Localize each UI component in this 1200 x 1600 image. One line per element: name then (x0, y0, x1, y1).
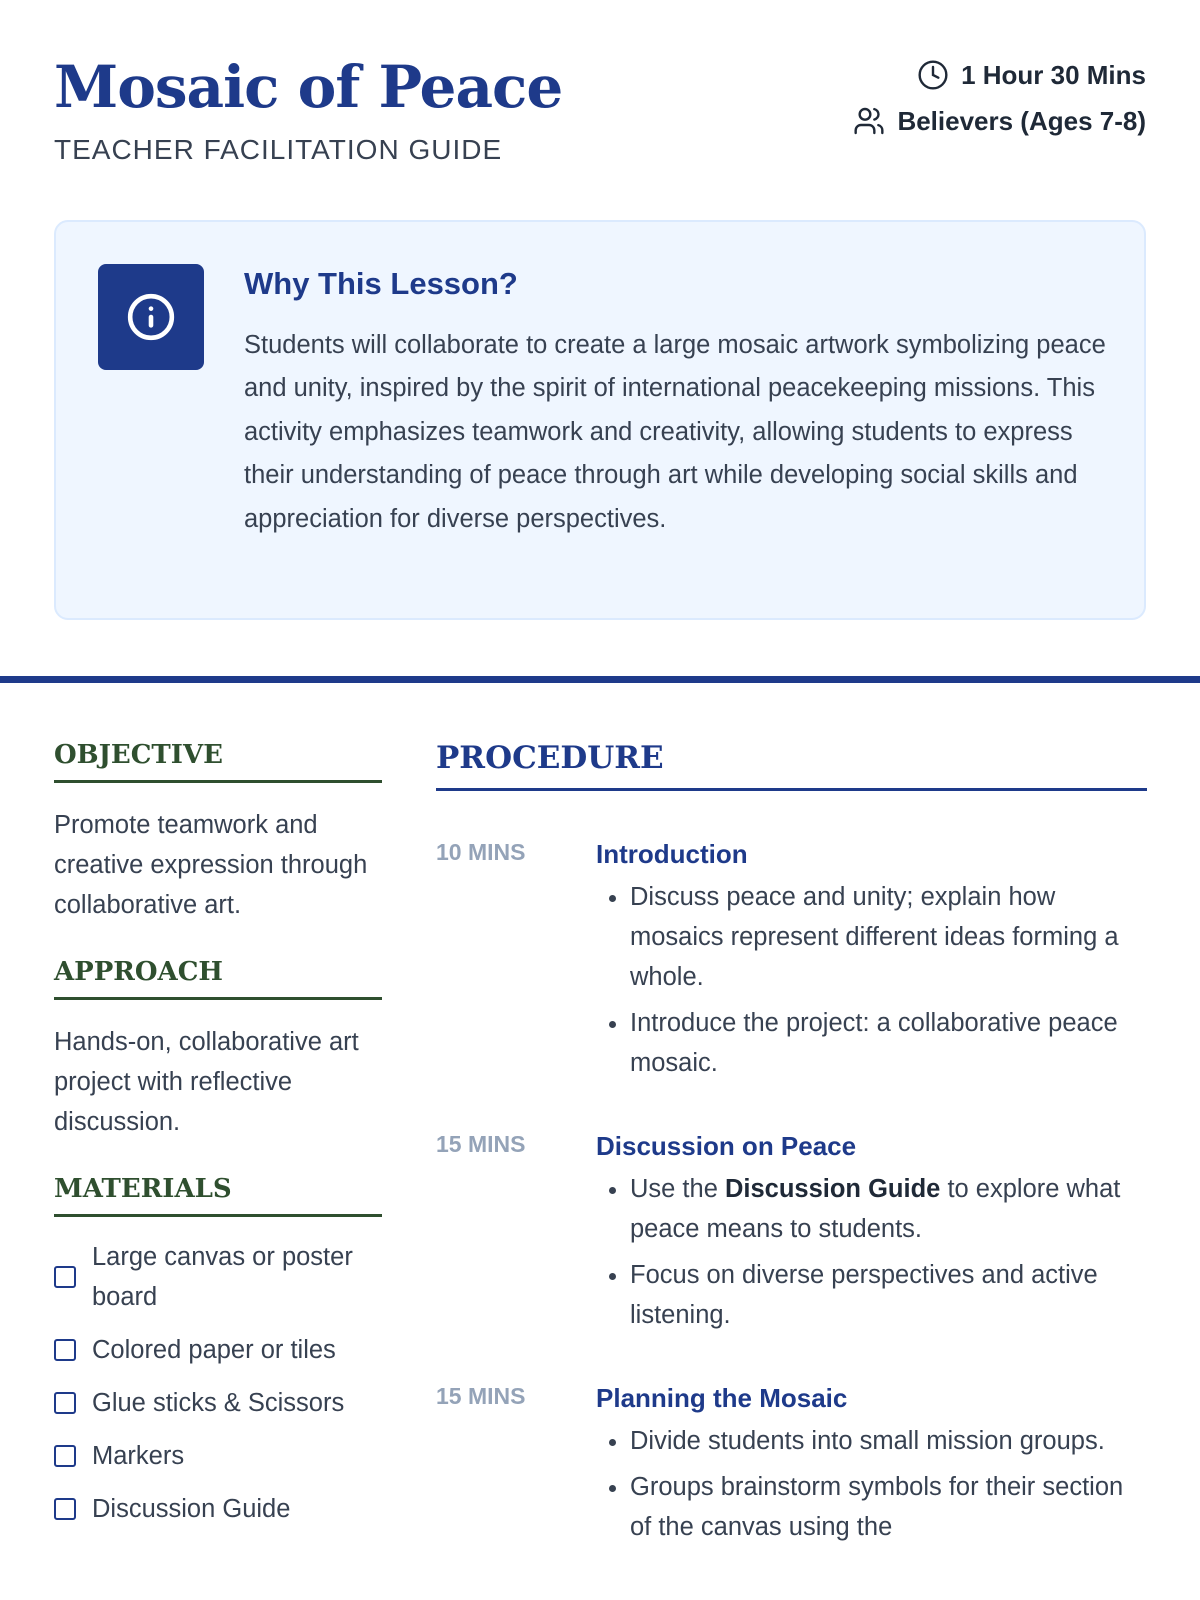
material-item (54, 1237, 382, 1317)
header (54, 52, 1146, 182)
step-bullet: • Divide students into small mission groups. (630, 1421, 1147, 1461)
approach-text: Hands-on, collaborative art project with reflective discussion. (54, 1028, 359, 1136)
step-bullet: • Introduce the project: a collaborative peace mosaic. (630, 1003, 1147, 1083)
page-title: Mosaic of Peace (54, 53, 563, 121)
procedure-step (436, 1129, 1147, 1335)
material-label: Discussion Guide (92, 1495, 291, 1523)
material-item (54, 1330, 382, 1370)
procedure-step (436, 837, 1147, 1083)
section-divider (0, 676, 1200, 683)
material-label: Markers (92, 1442, 185, 1470)
bullet-text: to explore what peace means to students. (630, 1175, 1121, 1243)
materials-list (54, 1237, 382, 1529)
discussion-guide-ref: Discussion Guide (724, 1175, 941, 1203)
duration-row (853, 52, 1146, 98)
audience-row (853, 98, 1146, 144)
checkbox[interactable] (54, 1339, 76, 1361)
procedure-heading: PROCEDURE (436, 740, 1147, 791)
checkbox[interactable] (54, 1445, 76, 1467)
step-duration: 10 MINS (436, 839, 526, 865)
bullet-text: Use the (630, 1175, 725, 1203)
objective-text: Promote teamwork and creative expression through collaborative art. (54, 811, 368, 919)
page-subtitle: TEACHER FACILITATION GUIDE (54, 134, 503, 165)
materials-heading: MATERIALS (54, 1174, 382, 1217)
step-bullet: • Discuss peace and unity; explain how mosaics represent different ideas forming a whole. (630, 877, 1147, 997)
step-bullet (630, 1169, 1147, 1249)
material-item (54, 1489, 382, 1529)
audience-text: Believers (Ages 7-8) (897, 105, 1146, 136)
material-label: Large canvas or poster board (92, 1243, 353, 1311)
checkbox[interactable] (54, 1498, 76, 1520)
step-bullets (596, 877, 1147, 1083)
duration-text: 1 Hour 30 Mins (961, 59, 1146, 90)
step-title: Discussion on Peace (596, 1131, 857, 1161)
procedure-column (436, 740, 1147, 1553)
checkbox[interactable] (54, 1392, 76, 1414)
step-bullets (596, 1169, 1147, 1335)
step-bullet: • Groups brainstorm symbols for their section of the canvas using the (630, 1467, 1147, 1547)
step-bullets (596, 1421, 1147, 1547)
step-duration: 15 MINS (436, 1131, 526, 1157)
why-title: Why This Lesson? (244, 266, 518, 301)
why-this-lesson-panel (54, 220, 1146, 620)
procedure-step (436, 1381, 1147, 1547)
users-icon (853, 105, 885, 137)
lesson-meta (853, 52, 1146, 144)
step-bullet: • Focus on diverse perspectives and active listening. (630, 1255, 1147, 1335)
clock-icon (917, 59, 949, 91)
material-item (54, 1436, 382, 1476)
step-duration: 15 MINS (436, 1383, 526, 1409)
material-item (54, 1383, 382, 1423)
info-icon (98, 264, 204, 370)
step-title: Planning the Mosaic (596, 1383, 848, 1413)
objective-heading: OBJECTIVE (54, 740, 382, 783)
approach-heading: APPROACH (54, 957, 382, 1000)
material-label: Glue sticks & Scissors (92, 1389, 345, 1417)
why-text: Students will collaborate to create a large mosaic artwork symbolizing peace and unity, inspired by the spirit of international peacekeeping missions. This activity emphasizes teamwork and creativity, allowing students to express their understanding of peace through art while developing social skills and appreciation for diverse perspectives. (244, 331, 1106, 533)
checkbox[interactable] (54, 1266, 76, 1288)
material-label: Colored paper or tiles (92, 1336, 336, 1364)
step-title: Introduction (596, 839, 748, 869)
left-column (54, 740, 382, 1542)
